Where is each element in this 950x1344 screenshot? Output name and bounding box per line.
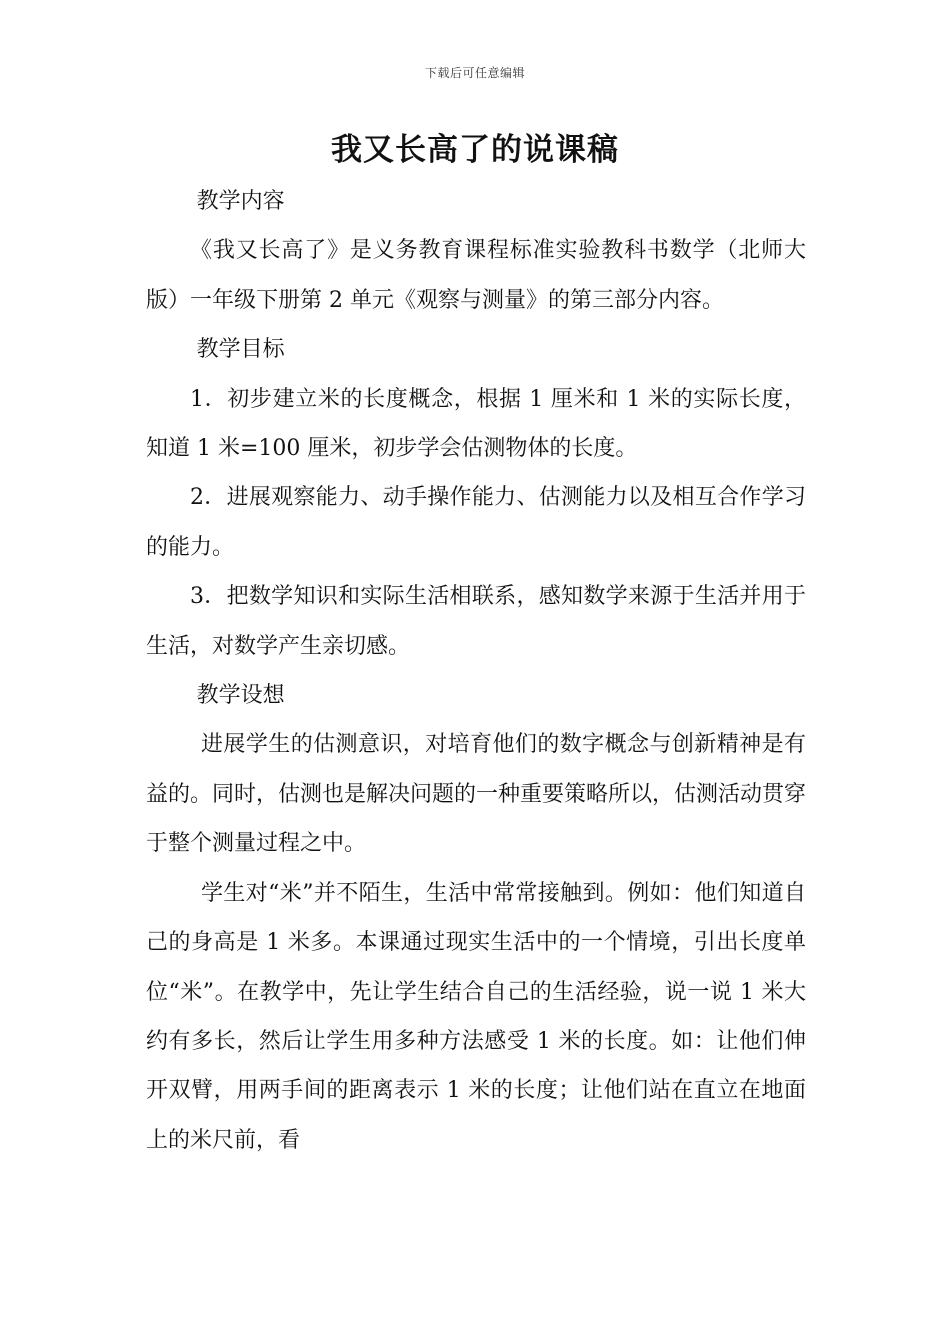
goal-item-2: 2．进展观察能力、动手操作能力、估测能力以及相互合作学习的能力。 (146, 485, 806, 560)
paragraph-content: 《我又长高了》是义务教育课程标准实验教科书数学（北师大版）一年级下册第 2 单元《观察与测量》的第三部分内容。 (146, 238, 806, 313)
header-note: 下载后可任意编辑 (424, 66, 525, 80)
section-heading-goals: 教学目标 (196, 337, 285, 363)
goal-item-3: 3．把数学知识和实际生活相联系，感知数学来源于生活并用于生活，对数学产生亲切感。 (146, 584, 806, 659)
paragraph-design-2: 学生对“米”并不陌生，生活中常常接触到。例如：他们知道自己的身高是 1 米多。本课通过现实生活中的一个情境，引出长度单位“米”。在教学中，先让学生结合自己的生活经验，说一说 1 米大约有多长，然后让学生用多种方法感受 1 米的长度。如：让他们伸开双臂，用两手间的距离表示 1 米的长度；让他们站在直立在地面上的米尺前，看 (146, 880, 806, 1153)
goal-item-1: 1．初步建立米的长度概念，根据 1 厘米和 1 米的实际长度，知道 1 米=100 厘米，初步学会估测物体的长度。 (146, 386, 806, 462)
section-heading-content: 教学内容 (196, 189, 285, 214)
paragraph-design-1: 进展学生的估测意识，对培育他们的数字概念与创新精神是有益的。同时，估测也是解决问题的一种重要策略所以，估测活动贯穿于整个测量过程之中。 (146, 732, 807, 857)
document-body (146, 177, 806, 1165)
section-heading-design: 教学设想 (196, 683, 285, 709)
page-title: 我又长高了的说课稿 (331, 132, 619, 168)
